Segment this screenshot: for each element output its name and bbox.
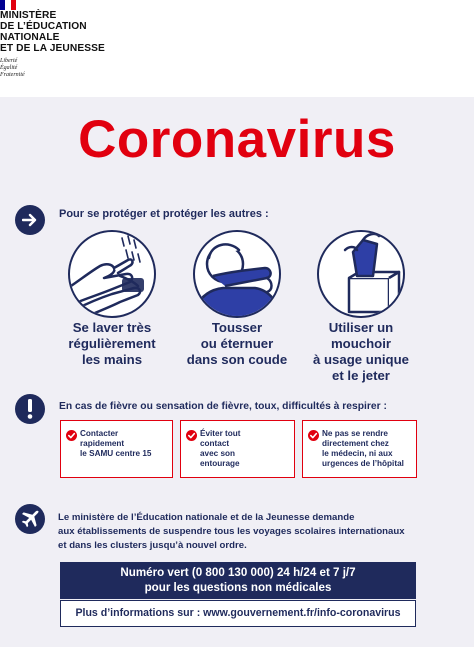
label-line: mouchoir [330,336,392,351]
action-tissue [291,230,431,384]
motto-line: Égalité [0,64,18,71]
advice-line: le médecin, ni aux [322,449,393,458]
exclamation-icon [15,394,45,424]
advice-line: entourage [200,459,240,468]
label-line: dans son coude [186,352,288,367]
label-line: Se laver très [72,320,152,335]
marianne-logo [0,0,16,10]
header [0,0,474,96]
advice-line: contact [200,439,230,448]
cough-elbow-icon [193,230,281,318]
more-info-link[interactable]: Plus d’informations sur : www.gouvernement.fr/info-coronavirus [60,600,416,627]
advice-line: urgences de l’hôpital [322,459,404,468]
advice-line: Éviter tout [200,429,241,438]
arrow-right-icon [15,205,45,235]
travel-line: et dans les clusters jusqu’à nouvel ordre. [58,540,247,551]
advice-line: Ne pas se rendre [322,429,388,438]
check-icon [308,430,319,441]
fever-advice-text [200,429,241,469]
protect-intro: Pour se protéger et protéger les autres : [59,208,269,220]
action-tissue-label [291,320,431,384]
hotline-line: Numéro vert (0 800 130 000) 24 h/24 et 7 j/7 [120,566,356,579]
fever-advice-text [80,429,151,459]
check-icon [186,430,197,441]
flag-band-red [11,0,16,10]
label-line: régulièrement [68,336,156,351]
ministry-name-line: ET DE LA JEUNESSE [0,43,105,54]
advice-line: Contacter [80,429,119,438]
check-icon [66,430,77,441]
label-line: les mains [81,352,143,367]
fever-intro: En cas de fièvre ou sensation de fièvre, toux, difficultés à respirer : [59,401,387,412]
ministry-name-line: NATIONALE [0,32,60,43]
ministry-name [0,10,180,54]
label-line: Tousser [211,320,263,335]
hand-washing-icon [68,230,156,318]
action-wash-hands [42,230,182,368]
ministry-name-line: DE L’ÉDUCATION [0,21,87,32]
label-line: à usage unique [313,352,409,367]
motto-line: Fraternité [0,71,25,78]
hotline-banner [60,562,416,599]
action-cough-elbow [167,230,307,368]
republic-motto [0,58,25,78]
label-line: et le jeter [332,368,390,383]
advice-line: rapidement [80,439,125,448]
travel-line: aux établissements de suspendre tous les voyages scolaires internationaux [58,526,405,537]
advice-line: avec son [200,449,236,458]
ministry-name-line: MINISTÈRE [0,10,57,21]
hotline-line: pour les questions non médicales [144,581,332,594]
motto-line: Liberté [0,58,18,64]
fever-advice-box [302,420,417,478]
fever-advice-box [180,420,295,478]
travel-line: Le ministère de l’Éducation nationale et de la Jeunesse demande [58,512,355,523]
label-line: Utiliser un [328,320,394,335]
tissue-box-icon [317,230,405,318]
airplane-icon [15,504,45,534]
action-cough-label [167,320,307,368]
fever-advice-text [322,429,404,469]
page-title: Coronavirus [78,110,396,169]
advice-line: directement chez [322,439,389,448]
fever-advice-box [60,420,173,478]
action-wash-label [42,320,182,368]
travel-notice [58,511,405,553]
advice-line: le SAMU centre 15 [80,449,152,458]
label-line: ou éternuer [200,336,274,351]
